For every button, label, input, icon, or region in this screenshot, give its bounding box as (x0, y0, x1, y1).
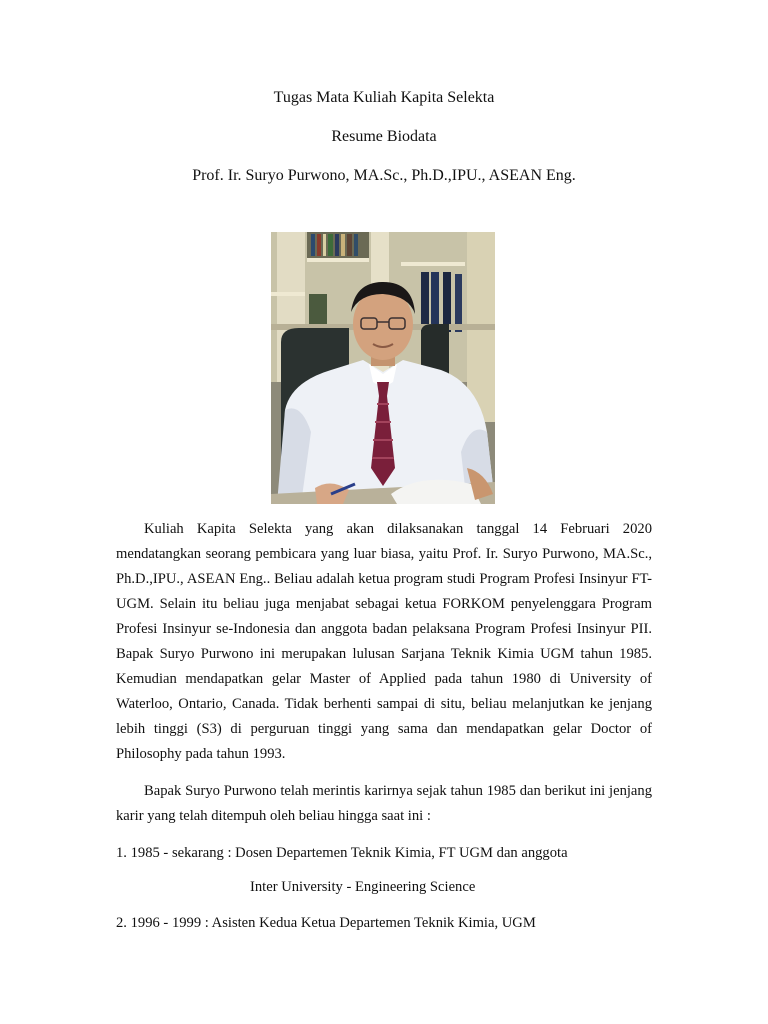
document-type-title: Resume Biodata (331, 128, 437, 145)
course-title: Tugas Mata Kuliah Kapita Selekta (273, 89, 495, 106)
biography-paragraph: Kuliah Kapita Selekta yang akan dilaksanakan tanggal 14 Februari 2020 mendatangkan seorang pembicara yang luar biasa, yaitu Prof. Ir. Suryo Purwono, MA.Sc., Ph.D.,IPU., ASEAN Eng.. Beliau adalah ketua program studi Program Profesi Insinyur FT-UGM. Selain itu beliau juga menjabat sebagai ketua FORKOM penyelenggara Program Profesi Insinyur se-Indonesia dan anggota badan pelaksana Program Profesi Insinyur PII. Bapak Suryo Purwono ini merupakan lulusan Sarjana Teknik Kimia UGM tahun 1985. Kemudian mendapatkan gelar Master of Applied pada tahun 1980 di University of Waterloo, Ontario, Canada. Tidak berhenti sampai di situ, beliau melanjutkan ke jenjang lebih tinggi (S3) di perguruan tinggi yang sama dan mendapatkan gelar Doctor of Philosophy pada tahun 1993. (116, 521, 652, 762)
career-item: 1. 1985 - sekarang : Dosen Departemen Teknik Kimia, FT UGM dan anggota (116, 845, 568, 861)
career-intro-paragraph: Bapak Suryo Purwono telah merintis karirnya sejak tahun 1985 dan berikut ini jenjang karir yang telah ditempuh oleh beliau hingga saat ini : (116, 783, 652, 824)
career-item: 2. 1996 - 1999 : Asisten Kedua Ketua Departemen Teknik Kimia, UGM (116, 915, 536, 931)
person-name-title: Prof. Ir. Suryo Purwono, MA.Sc., Ph.D.,IPU., ASEAN Eng. (192, 167, 576, 184)
career-item-continuation: Inter University - Engineering Science (250, 879, 476, 895)
portrait-photo (271, 232, 495, 504)
